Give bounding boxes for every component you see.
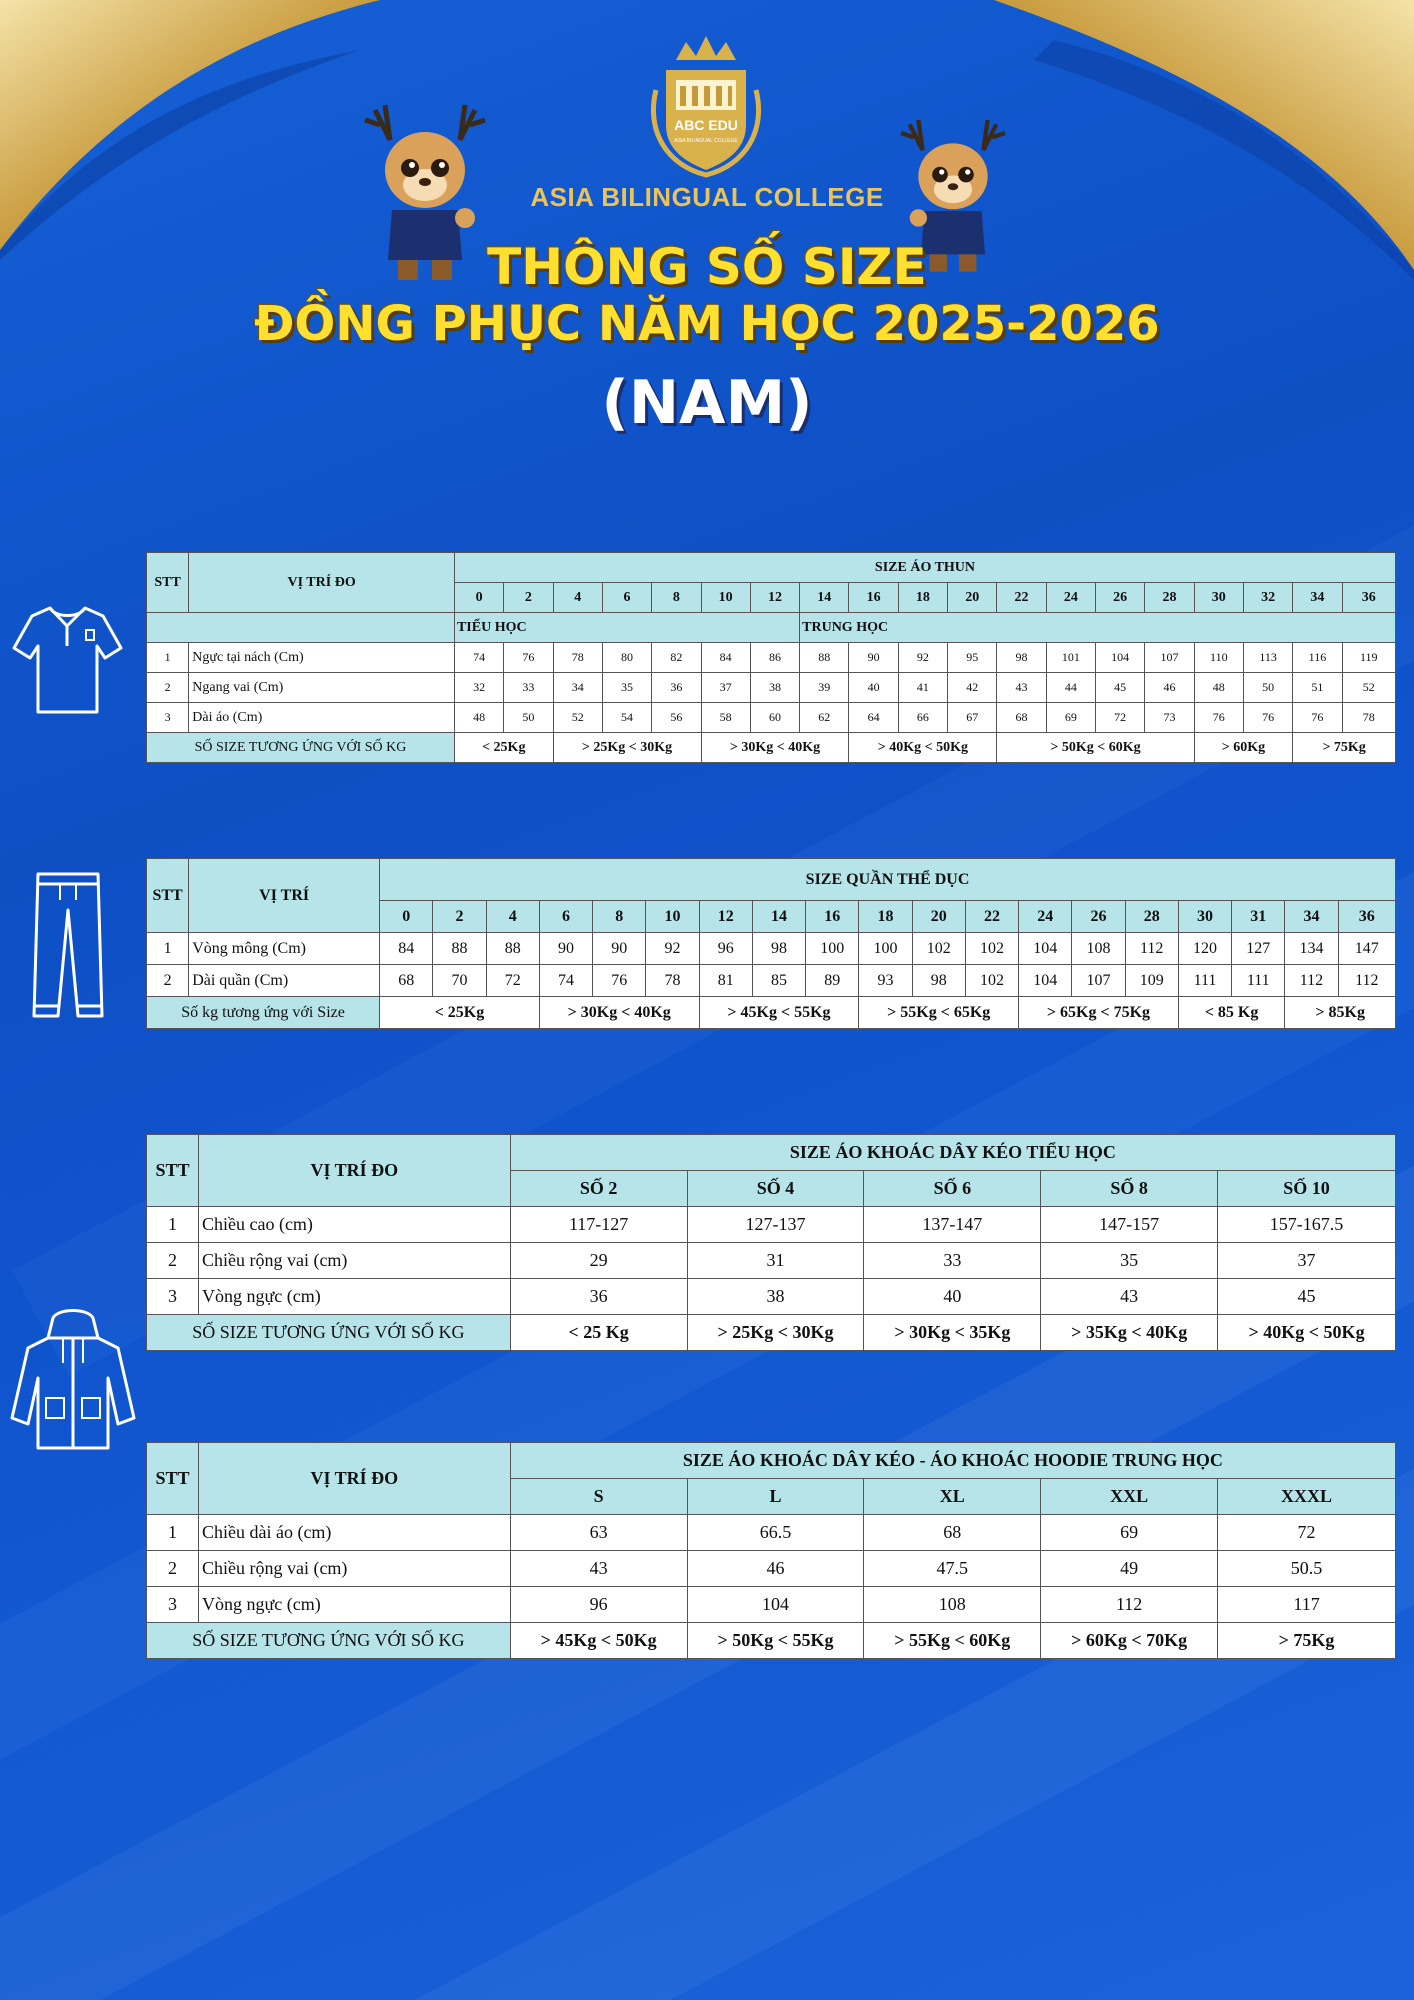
pants-row-value: 104 [1019,933,1072,965]
pants-row-value: 96 [699,933,752,965]
tshirt-size-header: 12 [750,583,799,613]
jacket-secondary-row-value: 47.5 [864,1551,1041,1587]
tshirt-weight-value: > 40Kg < 50Kg [849,733,997,763]
jacket-secondary-weight-label: SỐ SIZE TƯƠNG ỨNG VỚI SỐ KG [147,1623,511,1659]
jacket-secondary-size-header: L [687,1479,864,1515]
pants-row-value: 102 [912,933,965,965]
tshirt-size-header: 32 [1243,583,1292,613]
tshirt-row-value: 33 [504,673,553,703]
tshirt-weight-value: > 25Kg < 30Kg [553,733,701,763]
pants-size-header: 20 [912,901,965,933]
jacket-secondary-position-header: VỊ TRÍ ĐO [198,1443,510,1515]
tshirt-size-header: 20 [948,583,997,613]
tshirt-row-value: 52 [1342,673,1395,703]
jacket-secondary-row-value: 69 [1041,1515,1218,1551]
tshirt-row-value: 38 [750,673,799,703]
tshirt-weight-value: > 75Kg [1293,733,1396,763]
tshirt-size-header: 2 [504,583,553,613]
tshirt-size-header: 18 [898,583,947,613]
jacket-primary-table-title: SIZE ÁO KHOÁC DÂY KÉO TIỂU HỌC [510,1135,1395,1171]
tshirt-row-value: 36 [652,673,701,703]
title-line-3: (NAM) [601,368,813,438]
pants-size-header: 26 [1072,901,1125,933]
hoodie-jacket-icon [8,1308,138,1453]
jacket-secondary-row-value: 117 [1218,1587,1396,1623]
jacket-primary-size-header: SỐ 8 [1041,1171,1218,1207]
tshirt-row-value: 40 [849,673,898,703]
tshirt-weight-value: > 60Kg [1194,733,1293,763]
tshirt-row-label: Dài áo (Cm) [189,703,455,733]
pants-row-value: 108 [1072,933,1125,965]
tshirt-row-value: 72 [1096,703,1145,733]
pants-row-value: 112 [1338,965,1395,997]
tshirt-row-value: 41 [898,673,947,703]
jacket-secondary-row-value: 96 [510,1587,687,1623]
tshirt-row-value: 113 [1243,643,1292,673]
title-line-2: ĐỒNG PHỤC NĂM HỌC 2025-2026 [254,296,1160,352]
tshirt-measure-row [147,703,1396,733]
jacket-secondary-measure-row [147,1515,1396,1551]
tshirt-group-primary: TIỂU HỌC [454,613,799,643]
pants-row-value: 88 [433,933,486,965]
jacket-primary-row-value: 127-137 [687,1207,864,1243]
title-line-1: THÔNG SỐ SIZE [487,238,927,296]
tshirt-row-value: 67 [948,703,997,733]
tshirt-row-value: 37 [701,673,750,703]
jacket-primary-stt-header: STT [147,1135,199,1207]
jacket-primary-row-stt: 3 [147,1279,199,1315]
tshirt-row-value: 52 [553,703,602,733]
pants-row-value: 98 [912,965,965,997]
pants-size-header: 31 [1232,901,1285,933]
tshirt-size-header: 26 [1096,583,1145,613]
pants-row-stt: 2 [147,965,189,997]
pants-row-value: 90 [593,933,646,965]
tshirt-row-value: 43 [997,673,1046,703]
jacket-primary-row-value: 37 [1218,1243,1396,1279]
pants-size-header: 30 [1178,901,1231,933]
jacket-secondary-row-stt: 2 [147,1551,199,1587]
jacket-primary-row-value: 36 [510,1279,687,1315]
tshirt-stt-header: STT [147,553,189,613]
tshirt-row-value: 92 [898,643,947,673]
jacket-primary-measure-row [147,1243,1396,1279]
pants-row-label: Dài quần (Cm) [189,965,380,997]
pants-table-title: SIZE QUẦN THỂ DỤC [380,859,1396,901]
pants-measure-row [147,965,1396,997]
tshirt-row-stt: 2 [147,673,189,703]
tshirt-row-value: 58 [701,703,750,733]
jacket-primary-row-value: 38 [687,1279,864,1315]
jacket-primary-weight-value: > 35Kg < 40Kg [1041,1315,1218,1351]
pants-row-value: 74 [539,965,592,997]
pants-row-stt: 1 [147,933,189,965]
pants-size-header: 4 [486,901,539,933]
tshirt-table-title: SIZE ÁO THUN [454,553,1395,583]
jacket-secondary-measure-row [147,1587,1396,1623]
tshirt-row-value: 68 [997,703,1046,733]
jacket-primary-row-value: 40 [864,1279,1041,1315]
logo-subtext: ASIA BILINGUAL COLLEGE [674,138,738,144]
pants-row-value: 109 [1125,965,1178,997]
pants-row-value: 112 [1125,933,1178,965]
jacket-primary-row-value: 35 [1041,1243,1218,1279]
tshirt-row-value: 78 [553,643,602,673]
pants-row-value: 78 [646,965,699,997]
pants-size-header: 36 [1338,901,1395,933]
jacket-secondary-row-label: Vòng ngực (cm) [198,1587,510,1623]
jacket-secondary-row-value: 46 [687,1551,864,1587]
tshirt-row-value: 48 [454,703,503,733]
pants-weight-row [147,997,1396,1029]
jacket-secondary-table-title: SIZE ÁO KHOÁC DÂY KÉO - ÁO KHOÁC HOODIE TRUNG HỌC [510,1443,1395,1479]
tshirt-row-value: 110 [1194,643,1243,673]
jacket-secondary-weight-value: > 55Kg < 60Kg [864,1623,1041,1659]
pants-row-value: 89 [806,965,859,997]
jacket-secondary-size-header: XL [864,1479,1041,1515]
pants-weight-value: > 85Kg [1285,997,1396,1029]
jacket-secondary-weight-value: > 60Kg < 70Kg [1041,1623,1218,1659]
jacket-secondary-row-stt: 1 [147,1515,199,1551]
pants-weight-label: Số kg tương ứng với Size [147,997,380,1029]
tshirt-row-value: 34 [553,673,602,703]
jacket-primary-measure-row [147,1279,1396,1315]
pants-row-value: 102 [965,965,1018,997]
tshirt-weight-value: < 25Kg [454,733,553,763]
pants-size-header: 8 [593,901,646,933]
header [0,0,1414,460]
tshirt-row-value: 35 [602,673,651,703]
pants-row-value: 84 [380,933,433,965]
tshirt-group-spacer [147,613,455,643]
tshirt-row-value: 107 [1145,643,1194,673]
tshirt-weight-value: > 30Kg < 40Kg [701,733,849,763]
tshirt-size-table [146,552,1396,763]
jacket-secondary-size-table [146,1442,1396,1659]
tshirt-row-value: 76 [1293,703,1342,733]
tshirt-measure-row [147,643,1396,673]
pants-row-label: Vòng mông (Cm) [189,933,380,965]
pants-row-value: 104 [1019,965,1072,997]
jacket-primary-weight-label: SỐ SIZE TƯƠNG ỨNG VỚI SỐ KG [147,1315,511,1351]
tshirt-row-value: 45 [1096,673,1145,703]
pants-row-value: 111 [1178,965,1231,997]
pants-row-value: 112 [1285,965,1338,997]
tshirt-row-value: 116 [1293,643,1342,673]
jacket-primary-row-value: 29 [510,1243,687,1279]
tshirt-row-value: 74 [454,643,503,673]
jacket-secondary-row-value: 112 [1041,1587,1218,1623]
tshirt-row-value: 62 [800,703,849,733]
pants-weight-value: < 25Kg [380,997,540,1029]
tshirt-row-value: 69 [1046,703,1095,733]
tshirt-row-value: 86 [750,643,799,673]
tshirt-weight-row [147,733,1396,763]
tshirt-row-value: 98 [997,643,1046,673]
tshirt-group-secondary: TRUNG HỌC [800,613,1396,643]
jacket-secondary-row-value: 104 [687,1587,864,1623]
jacket-primary-weight-value: < 25 Kg [510,1315,687,1351]
tshirt-row-value: 76 [1243,703,1292,733]
tshirt-row-value: 46 [1145,673,1194,703]
jacket-primary-size-header: SỐ 2 [510,1171,687,1207]
pants-position-header: VỊ TRÍ [189,859,380,933]
jacket-primary-row-value: 117-127 [510,1207,687,1243]
tshirt-size-header: 34 [1293,583,1342,613]
jacket-primary-size-header: SỐ 6 [864,1171,1041,1207]
tshirt-size-header: 10 [701,583,750,613]
pants-size-header: 16 [806,901,859,933]
jacket-primary-row-stt: 1 [147,1207,199,1243]
jacket-primary-size-header: SỐ 10 [1218,1171,1396,1207]
pants-size-header: 28 [1125,901,1178,933]
jacket-primary-row-value: 31 [687,1243,864,1279]
tshirt-measure-row [147,673,1396,703]
tshirt-position-header: VỊ TRÍ ĐO [189,553,455,613]
college-crest-logo [636,30,776,180]
pants-weight-value: > 45Kg < 55Kg [699,997,859,1029]
tshirt-row-value: 48 [1194,673,1243,703]
pants-row-value: 127 [1232,933,1285,965]
tshirt-row-value: 73 [1145,703,1194,733]
pants-size-header: 14 [752,901,805,933]
tshirt-row-value: 84 [701,643,750,673]
tshirt-size-header: 6 [602,583,651,613]
pants-row-value: 68 [380,965,433,997]
track-pants-icon [30,870,106,1026]
jacket-secondary-weight-row [147,1623,1396,1659]
jacket-secondary-stt-header: STT [147,1443,199,1515]
tshirt-row-value: 78 [1342,703,1395,733]
pants-row-value: 111 [1232,965,1285,997]
tshirt-row-value: 101 [1046,643,1095,673]
pants-row-value: 120 [1178,933,1231,965]
jacket-secondary-row-value: 108 [864,1587,1041,1623]
tshirt-row-value: 64 [849,703,898,733]
polo-shirt-icon [10,600,125,718]
tshirt-weight-label: SỐ SIZE TƯƠNG ỨNG VỚI SỐ KG [147,733,455,763]
pants-row-value: 72 [486,965,539,997]
tshirt-row-label: Ngực tại nách (Cm) [189,643,455,673]
tshirt-row-value: 104 [1096,643,1145,673]
tshirt-row-value: 80 [602,643,651,673]
tshirt-row-value: 119 [1342,643,1395,673]
pants-size-header: 24 [1019,901,1072,933]
pants-row-value: 88 [486,933,539,965]
pants-row-value: 100 [859,933,912,965]
jacket-secondary-weight-value: > 45Kg < 50Kg [510,1623,687,1659]
tshirt-row-value: 95 [948,643,997,673]
tshirt-size-header: 4 [553,583,602,613]
jacket-secondary-row-stt: 3 [147,1587,199,1623]
tshirt-size-header: 16 [849,583,898,613]
pants-size-header: 6 [539,901,592,933]
tshirt-row-stt: 1 [147,643,189,673]
jacket-secondary-row-value: 68 [864,1515,1041,1551]
jacket-secondary-measure-row [147,1551,1396,1587]
tshirt-size-header: 0 [454,583,503,613]
tshirt-row-value: 66 [898,703,947,733]
tshirt-row-label: Ngang vai (Cm) [189,673,455,703]
tshirt-size-header: 24 [1046,583,1095,613]
jacket-secondary-row-value: 50.5 [1218,1551,1396,1587]
college-name: ASIA BILINGUAL COLLEGE [530,182,884,212]
tshirt-size-header: 22 [997,583,1046,613]
jacket-primary-row-label: Chiều cao (cm) [198,1207,510,1243]
tshirt-size-header: 28 [1145,583,1194,613]
pants-weight-value: < 85 Kg [1178,997,1285,1029]
jacket-secondary-row-label: Chiều dài áo (cm) [198,1515,510,1551]
tshirt-row-value: 44 [1046,673,1095,703]
tshirt-row-value: 50 [504,703,553,733]
jacket-secondary-row-value: 72 [1218,1515,1396,1551]
jacket-secondary-size-header: S [510,1479,687,1515]
tshirt-row-value: 90 [849,643,898,673]
pants-row-value: 100 [806,933,859,965]
tshirt-row-value: 54 [602,703,651,733]
tshirt-size-header: 30 [1194,583,1243,613]
pants-stt-header: STT [147,859,189,933]
pants-row-value: 92 [646,933,699,965]
pants-size-table [146,858,1396,1029]
tshirt-row-value: 60 [750,703,799,733]
pants-row-value: 90 [539,933,592,965]
pants-size-header: 2 [433,901,486,933]
tshirt-row-value: 42 [948,673,997,703]
jacket-primary-row-label: Vòng ngực (cm) [198,1279,510,1315]
pants-size-header: 18 [859,901,912,933]
jacket-primary-row-label: Chiều rộng vai (cm) [198,1243,510,1279]
jacket-secondary-row-label: Chiều rộng vai (cm) [198,1551,510,1587]
tshirt-size-header: 14 [800,583,849,613]
jacket-primary-weight-value: > 40Kg < 50Kg [1218,1315,1396,1351]
pants-size-header: 22 [965,901,1018,933]
tshirt-row-value: 88 [800,643,849,673]
pants-row-value: 98 [752,933,805,965]
logo-text: ABC EDU [674,117,738,133]
jacket-primary-row-value: 43 [1041,1279,1218,1315]
tshirt-row-value: 39 [800,673,849,703]
pants-row-value: 81 [699,965,752,997]
pants-size-header: 0 [380,901,433,933]
tshirt-row-value: 76 [504,643,553,673]
jacket-secondary-size-header: XXL [1041,1479,1218,1515]
pants-weight-value: > 30Kg < 40Kg [539,997,699,1029]
jacket-primary-measure-row [147,1207,1396,1243]
jacket-primary-size-table [146,1134,1396,1351]
jacket-primary-weight-value: > 25Kg < 30Kg [687,1315,864,1351]
tshirt-size-header: 8 [652,583,701,613]
jacket-primary-position-header: VỊ TRÍ ĐO [198,1135,510,1207]
pants-row-value: 93 [859,965,912,997]
jacket-primary-row-value: 45 [1218,1279,1396,1315]
jacket-primary-row-value: 33 [864,1243,1041,1279]
tshirt-row-value: 51 [1293,673,1342,703]
jacket-primary-weight-value: > 30Kg < 35Kg [864,1315,1041,1351]
tshirt-row-value: 82 [652,643,701,673]
jacket-secondary-row-value: 49 [1041,1551,1218,1587]
pants-weight-value: > 65Kg < 75Kg [1019,997,1179,1029]
tshirt-row-value: 50 [1243,673,1292,703]
jacket-secondary-size-header: XXXL [1218,1479,1396,1515]
jacket-primary-weight-row [147,1315,1396,1351]
jacket-primary-row-value: 137-147 [864,1207,1041,1243]
jacket-secondary-weight-value: > 50Kg < 55Kg [687,1623,864,1659]
jacket-primary-row-value: 157-167.5 [1218,1207,1396,1243]
tshirt-weight-value: > 50Kg < 60Kg [997,733,1194,763]
pants-row-value: 102 [965,933,1018,965]
jacket-secondary-weight-value: > 75Kg [1218,1623,1396,1659]
pants-size-header: 10 [646,901,699,933]
jacket-secondary-row-value: 63 [510,1515,687,1551]
pants-weight-value: > 55Kg < 65Kg [859,997,1019,1029]
tshirt-size-header: 36 [1342,583,1395,613]
jacket-primary-row-stt: 2 [147,1243,199,1279]
tshirt-row-value: 32 [454,673,503,703]
jacket-primary-size-header: SỐ 4 [687,1171,864,1207]
pants-size-header: 12 [699,901,752,933]
pants-row-value: 70 [433,965,486,997]
pants-size-header: 34 [1285,901,1338,933]
tshirt-row-value: 56 [652,703,701,733]
pants-row-value: 147 [1338,933,1395,965]
pants-row-value: 76 [593,965,646,997]
tshirt-row-value: 76 [1194,703,1243,733]
jacket-secondary-row-value: 43 [510,1551,687,1587]
pants-row-value: 134 [1285,933,1338,965]
jacket-primary-row-value: 147-157 [1041,1207,1218,1243]
jacket-secondary-row-value: 66.5 [687,1515,864,1551]
pants-row-value: 107 [1072,965,1125,997]
pants-measure-row [147,933,1396,965]
tshirt-row-stt: 3 [147,703,189,733]
pants-row-value: 85 [752,965,805,997]
